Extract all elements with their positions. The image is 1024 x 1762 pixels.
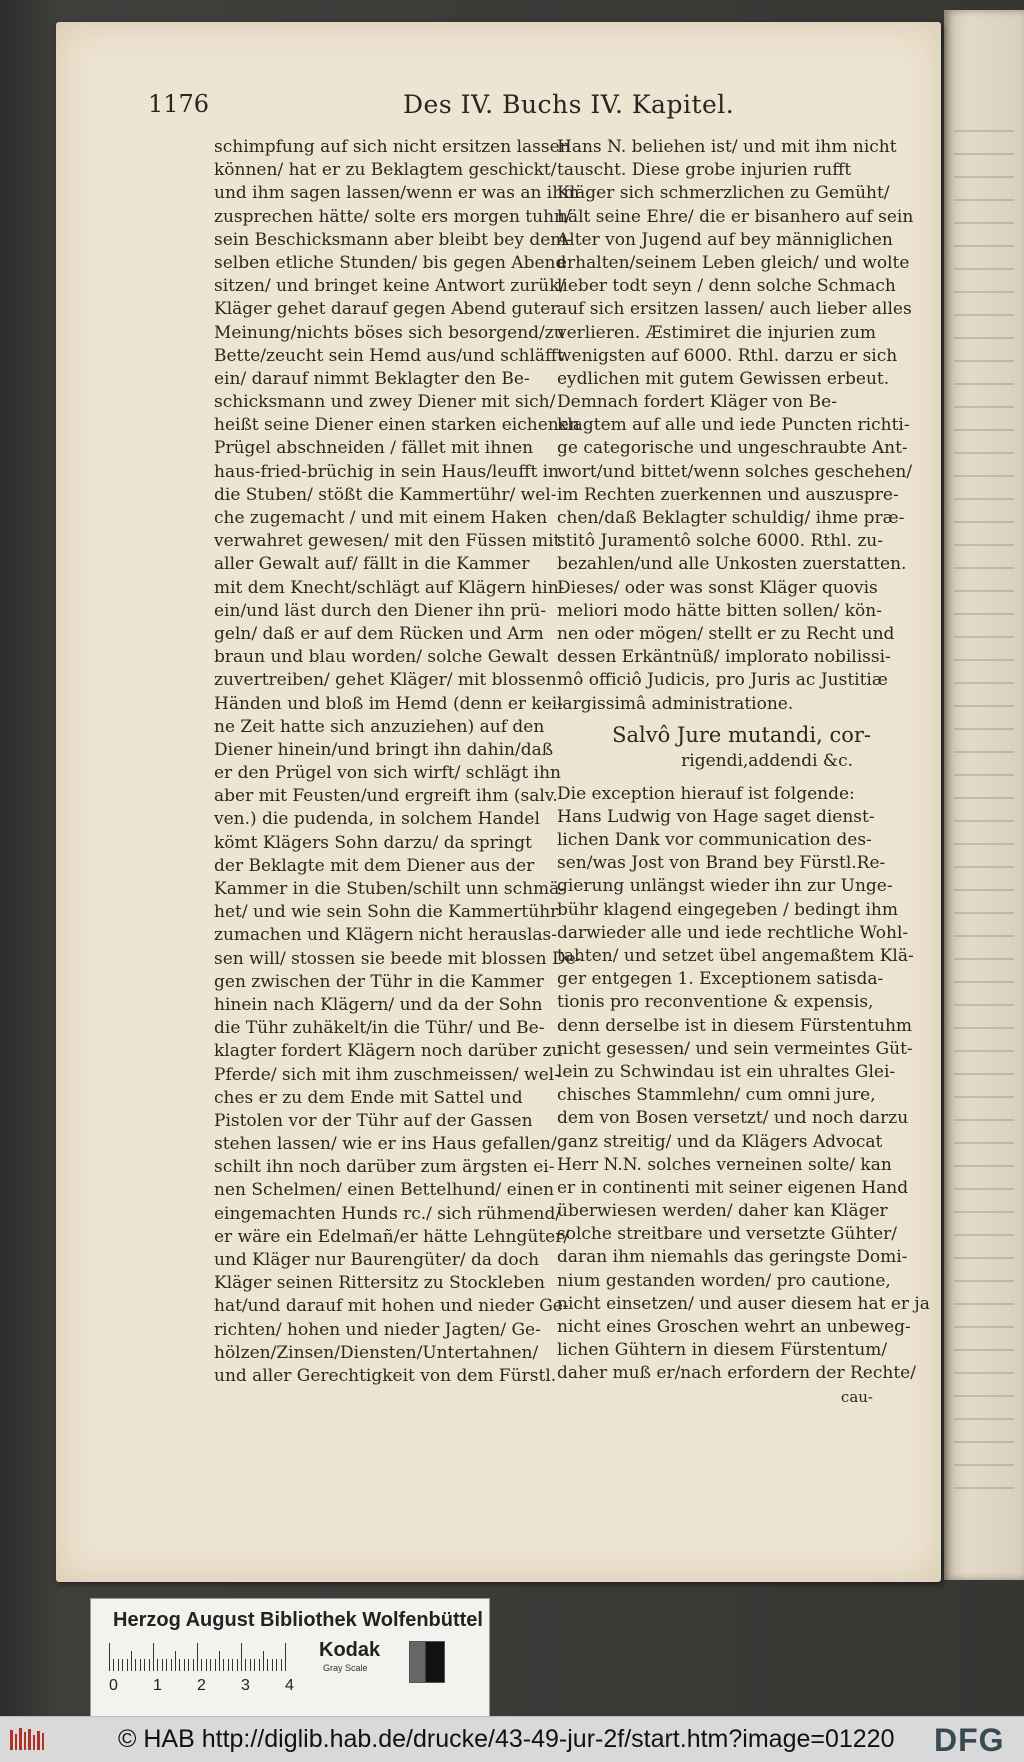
text-line: ne Zeit hatte sich anzuziehen) auf den	[214, 716, 545, 737]
text-line: die Tühr zuhäkelt/in die Tühr/ und Be-	[214, 1018, 545, 1039]
text-line: die Stuben/ stößt die Kammertühr/ wel-	[214, 484, 557, 505]
ruler-number: 4	[285, 1677, 294, 1694]
text-line: ganz streitig/ und da Klägers Advocat	[557, 1131, 883, 1152]
text-line: stitô Juramentô solche 6000. Rthl. zu-	[557, 531, 883, 552]
text-line: klagter fordert Klägern noch darüber zu	[214, 1041, 563, 1062]
text-line: er in continenti mit seiner eigenen Hand	[557, 1177, 909, 1198]
bleed-through-line	[954, 935, 1014, 937]
bleed-through-line	[954, 797, 1014, 799]
bleed-through-line	[954, 1349, 1014, 1351]
text-line: und aller Gerechtigkeit von dem Fürstl.	[214, 1365, 557, 1386]
gray-scale-label: Gray Scale	[323, 1663, 368, 1673]
bleed-through-line	[954, 475, 1014, 477]
ruler-tick	[113, 1659, 114, 1671]
text-line: largissimâ administratione.	[557, 693, 794, 714]
text-line: che zugemacht / und mit einem Haken	[214, 508, 548, 528]
bleed-through-line	[954, 1372, 1014, 1374]
text-line: Kammer in die Stuben/schilt unn schmä-	[214, 879, 566, 899]
ruler-tick	[118, 1659, 119, 1671]
text-line: hält seine Ehre/ die er bisanhero auf sein	[557, 206, 914, 227]
ruler-tick	[193, 1659, 194, 1671]
text-line: gierung unlängst wieder ihn zur Unge-	[557, 876, 893, 897]
text-line: auf sich ersitzen lassen/ auch lieber alles	[557, 299, 912, 320]
ruler-tick	[285, 1643, 286, 1671]
gray-patch	[409, 1641, 445, 1683]
bleed-through-line	[954, 268, 1014, 270]
text-line: kömt Klägers Sohn darzu/ da springt	[214, 832, 532, 853]
text-line: Prügel abschneiden / fället mit ihnen	[214, 438, 534, 459]
right-column	[557, 136, 930, 1409]
bleed-through-line	[954, 613, 1014, 615]
text-line: Bette/zeucht sein Hemd aus/und schläfft	[214, 345, 564, 366]
ruler-tick	[210, 1659, 211, 1671]
text-line: nicht gesessen/ und sein vermeintes Güt-	[557, 1038, 913, 1059]
text-line: richten/ hohen und nieder Jagten/ Ge-	[214, 1319, 541, 1340]
text-line: stehen lassen/ wie er ins Haus gefallen/	[214, 1134, 557, 1155]
next-page-edge	[944, 10, 1024, 1580]
bleed-through-line	[954, 636, 1014, 638]
text-line: lieber todt seyn / denn solche Schmach	[557, 276, 896, 297]
text-line: daher muß er/nach erfordern der Rechte/	[557, 1363, 916, 1384]
bleed-through-line	[954, 751, 1014, 753]
bleed-through-line	[954, 843, 1014, 845]
text-line: er wäre ein Edelmañ/er hätte Lehngüter/	[214, 1226, 570, 1247]
ruler-tick	[140, 1659, 141, 1671]
text-line: Kläger seinen Rittersitz zu Stockleben	[214, 1273, 546, 1294]
text-line: verwahret gewesen/ mit den Füssen mit	[214, 531, 561, 552]
text-line: nicht eines Groschen wehrt an unbeweg-	[557, 1317, 911, 1337]
text-line: sitzen/ und bringet keine Antwort zurük/	[214, 276, 566, 297]
bleed-through-line	[954, 912, 1014, 914]
text-line: heißt seine Diener einen starken eichenen	[214, 415, 580, 436]
text-line: Kläger sich schmerzlichen zu Gemüht/	[557, 183, 890, 204]
ruler-tick	[153, 1643, 154, 1671]
ruler-tick	[237, 1659, 238, 1671]
bleed-through-line	[954, 567, 1014, 569]
bleed-through-line	[954, 429, 1014, 431]
text-line: nicht einsetzen/ und auser diesem hat er ja	[557, 1293, 930, 1314]
text-line: tionis pro reconventione & expensis,	[557, 992, 874, 1013]
bleed-through-line	[954, 705, 1014, 707]
text-line: sen will/ stossen sie beede mit blossen De-	[214, 948, 582, 969]
text-line: gen zwischen der Tühr in die Kammer	[214, 971, 544, 992]
bleed-through-line	[954, 199, 1014, 201]
ruler-number: 3	[241, 1677, 250, 1694]
text-line: eydlichen mit gutem Gewissen erbeut.	[557, 368, 890, 389]
text-line: het/ und wie sein Sohn die Kammertühr	[214, 902, 559, 923]
ruler-tick	[162, 1659, 163, 1671]
bleed-through-line	[954, 1487, 1014, 1489]
text-line: aller Gewalt auf/ fällt in die Kammer	[214, 554, 530, 575]
ruler-tick	[197, 1643, 198, 1671]
bleed-through-line	[954, 866, 1014, 868]
credit-bar	[0, 1716, 1024, 1762]
text-line: hinein nach Klägern/ und da der Sohn	[214, 994, 543, 1015]
ruler-tick	[201, 1659, 202, 1671]
text-line: braun und blau worden/ solche Gewalt	[214, 647, 549, 668]
text-line: chen/daß Beklagter schuldig/ ihme præ-	[557, 508, 905, 528]
ruler-tick	[122, 1659, 123, 1671]
bleed-through-line	[954, 360, 1014, 362]
text-line: ven.) die pudenda, in solchem Handel	[214, 809, 540, 830]
text-line: ge categorische und ungeschraubte Ant-	[557, 438, 908, 459]
text-line: Die exception hierauf ist folgende:	[557, 783, 855, 804]
text-line: er den Prügel von sich wirft/ schlägt ihn	[214, 763, 561, 784]
bleed-through-line	[954, 222, 1014, 224]
bleed-through-line	[954, 1188, 1014, 1190]
bleed-through-line	[954, 682, 1014, 684]
bleed-through-line	[954, 728, 1014, 730]
text-line: ches er zu dem Ende mit Sattel und	[214, 1087, 523, 1108]
text-line: haus-fried-brüchig in sein Haus/leufft in	[214, 461, 560, 482]
bleed-through-line	[954, 1326, 1014, 1328]
salvo-line: Salvô Jure mutandi, cor-	[612, 722, 871, 747]
bleed-through-line	[954, 659, 1014, 661]
ruler-tick	[215, 1659, 216, 1671]
text-line: Meinung/nichts böses sich besorgend/zu	[214, 322, 565, 343]
bleed-through-line	[954, 176, 1014, 178]
bleed-through-line	[954, 889, 1014, 891]
text-line: Dieses/ oder was sonst Kläger quovis	[557, 577, 878, 598]
bleed-through-line	[954, 1441, 1014, 1443]
text-line: denn derselbe ist in diesem Fürstentuhm	[557, 1015, 913, 1036]
text-line: hölzen/Zinsen/Diensten/Untertahnen/	[214, 1342, 539, 1363]
ruler-tick	[281, 1659, 282, 1671]
bleed-through-line	[954, 1142, 1014, 1144]
text-line: verlieren. Æstimiret die injurien zum	[557, 322, 877, 343]
bleed-through-line	[954, 521, 1014, 523]
ruler-tick	[219, 1651, 220, 1671]
text-line: tauscht. Diese grobe injurien rufft	[557, 160, 852, 181]
bleed-through-line	[954, 1418, 1014, 1420]
text-line: selben etliche Stunden/ bis gegen Abend	[214, 252, 567, 273]
text-line: und ihm sagen lassen/wenn er was an ihm	[214, 183, 580, 204]
bleed-through-line	[954, 1073, 1014, 1075]
text-line: und Kläger nur Baurengüter/ da doch	[214, 1250, 540, 1270]
ruler-tick	[144, 1659, 145, 1671]
ruler-tick	[157, 1659, 158, 1671]
text-line: mit dem Knecht/schlägt auf Klägern hin-	[214, 577, 565, 598]
ruler-number: 0	[109, 1677, 118, 1694]
library-name: Herzog August Bibliothek Wolfenbüttel	[113, 1609, 483, 1631]
text-line: ein/ darauf nimmt Beklagter den Be-	[214, 368, 530, 389]
bleed-through-line	[954, 1165, 1014, 1167]
text-line: tahten/ und setzet übel angemaßtem Klä-	[557, 946, 914, 966]
kodak-label: Kodak	[319, 1639, 381, 1661]
text-line: aber mit Feusten/und ergreift ihm (salv.	[214, 786, 558, 807]
text-line: nen oder mögen/ stellt er zu Recht und	[557, 623, 895, 644]
ruler-tick	[149, 1659, 150, 1671]
text-line: ger entgegen 1. Exceptionem satisda-	[557, 969, 884, 990]
text-line: lein zu Schwindau ist ein uhraltes Glei-	[557, 1061, 896, 1082]
bleed-through-line	[954, 452, 1014, 454]
bleed-through-line	[954, 1234, 1014, 1236]
bleed-through-line	[954, 774, 1014, 776]
bleed-through-line	[954, 1004, 1014, 1006]
text-line: Herr N.N. solches verneinen solte/ kan	[557, 1154, 892, 1175]
bleed-through-line	[954, 1096, 1014, 1098]
bleed-through-line	[954, 406, 1014, 408]
bleed-through-line	[954, 1257, 1014, 1259]
text-line: erhalten/seinem Leben gleich/ und wolte	[557, 252, 910, 273]
right-column-part-a	[557, 136, 914, 716]
bleed-through-line	[954, 981, 1014, 983]
text-line: wort/und bittet/wenn solches geschehen/	[557, 461, 913, 482]
text-line: daran ihm niemahls das geringste Domi-	[557, 1247, 908, 1268]
text-line: Alter von Jugend auf bey männiglichen	[557, 229, 893, 250]
text-line: bühr klagend eingegeben / bedingt ihm	[557, 899, 898, 920]
ruler-tick	[131, 1651, 132, 1671]
bleed-through-line	[954, 314, 1014, 316]
ruler-tick	[245, 1659, 246, 1671]
text-line: lichen Gühtern in diesem Fürstentum/	[557, 1340, 888, 1361]
text-line: meliori modo hätte bitten sollen/ kön-	[557, 600, 882, 621]
ruler-tick	[259, 1659, 260, 1671]
ruler-tick	[206, 1659, 207, 1671]
dfg-logo: DFG	[934, 1722, 1005, 1758]
text-line: im Rechten zuerkennen und auszuspre-	[557, 484, 899, 505]
hab-logo-icon	[8, 1726, 46, 1754]
text-line: dessen Erkäntnüß/ implorato nobilissi-	[557, 647, 891, 668]
ruler-tick	[228, 1659, 229, 1671]
page-header	[148, 90, 748, 126]
ruler-tick	[250, 1659, 251, 1671]
right-column-part-b	[557, 783, 930, 1386]
ruler-number: 2	[197, 1677, 206, 1694]
left-column	[214, 136, 582, 1388]
text-line: zuvertreiben/ gehet Kläger/ mit blossen	[214, 670, 557, 691]
bleed-through-line	[954, 1464, 1014, 1466]
bleed-through-line	[954, 1027, 1014, 1029]
text-line: solche streitbare und versetzte Gühter/	[557, 1224, 898, 1245]
salvo-line-2: rigendi,addendi &c.	[681, 750, 853, 771]
text-line: schimpfung auf sich nicht ersitzen lassen	[214, 137, 571, 157]
text-line: Diener hinein/und bringt ihn dahin/daß	[214, 739, 554, 760]
text-line: sein Beschicksmann aber bleibt bey dem-	[214, 229, 573, 250]
text-line: nium gestanden worden/ pro cautione,	[557, 1270, 891, 1291]
text-line: Kläger gehet darauf gegen Abend guter	[214, 299, 559, 320]
ruler-tick	[276, 1659, 277, 1671]
ruler-tick	[179, 1659, 180, 1671]
bleed-through-line	[954, 245, 1014, 247]
ruler-tick	[184, 1659, 185, 1671]
bleed-through-line	[954, 544, 1014, 546]
credit-link[interactable]: © HAB http://diglib.hab.de/drucke/43-49-jur-2f/start.htm?image=01220	[118, 1725, 895, 1753]
text-line: eingemachten Hunds rc./ sich rühmend/	[214, 1203, 562, 1224]
text-line: bezahlen/und alle Unkosten zuerstatten.	[557, 554, 907, 575]
bleed-through-line	[954, 153, 1014, 155]
text-line: schicksmann und zwey Diener mit sich/	[214, 392, 556, 413]
scale-ruler	[109, 1641, 299, 1671]
text-line: überwiesen werden/ daher kan Kläger	[557, 1201, 888, 1222]
text-line: geln/ daß er auf dem Rücken und Arm	[214, 623, 544, 644]
ruler-tick	[109, 1643, 110, 1671]
bleed-through-line	[954, 820, 1014, 822]
text-line: ein/und läst durch den Diener ihn prü-	[214, 600, 547, 621]
running-head: Des IV. Buchs IV. Kapitel.	[403, 90, 735, 119]
page-number: 1176	[148, 90, 210, 118]
bleed-through-line	[954, 1119, 1014, 1121]
ruler-tick	[254, 1659, 255, 1671]
ruler-number: 1	[153, 1677, 162, 1694]
bleed-through-line	[954, 958, 1014, 960]
ruler-tick	[127, 1659, 128, 1671]
text-line: Pistolen vor der Tühr auf der Gassen	[214, 1110, 533, 1131]
text-line: lichen Dank vor communication des-	[557, 830, 872, 851]
bleed-through-line	[954, 1280, 1014, 1282]
bleed-through-line	[954, 337, 1014, 339]
bleed-through-line	[954, 1050, 1014, 1052]
text-line: mô officiô Judicis, pro Juris ac Justitiæ	[557, 670, 888, 691]
ruler-tick	[171, 1659, 172, 1671]
ruler-tick	[263, 1651, 264, 1671]
text-line: dem von Bosen versetzt/ und noch darzu	[557, 1108, 909, 1129]
text-line: Händen und bloß im Hemd (denn er kei-	[214, 693, 563, 714]
bleed-through-line	[954, 1211, 1014, 1213]
text-line: sen/was Jost von Brand bey Fürstl.Re-	[557, 853, 886, 874]
bleed-through-line	[954, 1395, 1014, 1397]
ruler-tick	[166, 1659, 167, 1671]
bleed-through-line	[954, 1303, 1014, 1305]
text-line: wenigsten auf 6000. Rthl. darzu er sich	[557, 345, 898, 366]
ruler-tick	[135, 1659, 136, 1671]
bleed-through-line	[954, 383, 1014, 385]
text-line: nen Schelmen/ einen Bettelhund/ einen	[214, 1180, 555, 1201]
ruler-tick	[267, 1659, 268, 1671]
text-line: darwieder alle und iede rechtliche Wohl-	[557, 922, 909, 943]
ruler-tick	[175, 1651, 176, 1671]
ruler-tick	[272, 1659, 273, 1671]
text-line: schilt ihn noch darüber zum ärgsten ei-	[214, 1157, 555, 1178]
text-line: chisches Stammlehn/ cum omni jure,	[557, 1085, 876, 1106]
color-target-card	[90, 1598, 490, 1716]
bleed-through-line	[954, 498, 1014, 500]
text-line: zusprechen hätte/ solte ers morgen tuhn/	[214, 206, 571, 227]
ruler-tick	[241, 1643, 242, 1671]
text-line: zumachen und Klägern nicht herauslas-	[214, 925, 557, 946]
text-line: der Beklagte mit dem Diener aus der	[214, 855, 535, 876]
text-line: Hans N. beliehen ist/ und mit ihm nicht	[557, 137, 897, 157]
text-line: Hans Ludwig von Hage saget dienst-	[557, 806, 875, 827]
ruler-tick	[232, 1659, 233, 1671]
ruler-tick	[188, 1659, 189, 1671]
text-line: Demnach fordert Kläger von Be-	[557, 392, 837, 413]
bleed-through-line	[954, 130, 1014, 132]
text-line: Pferde/ sich mit ihm zuschmeissen/ wel-	[214, 1064, 560, 1085]
text-line: hat/und darauf mit hohen und nieder Ge-	[214, 1296, 569, 1317]
bleed-through-line	[954, 590, 1014, 592]
catchword: cau-	[840, 1387, 873, 1406]
text-line: können/ hat er zu Beklagtem geschickt/	[214, 160, 557, 181]
bleed-through-line	[954, 291, 1014, 293]
text-line: klagtem auf alle und iede Puncten richti-	[557, 415, 910, 436]
ruler-tick	[223, 1659, 224, 1671]
